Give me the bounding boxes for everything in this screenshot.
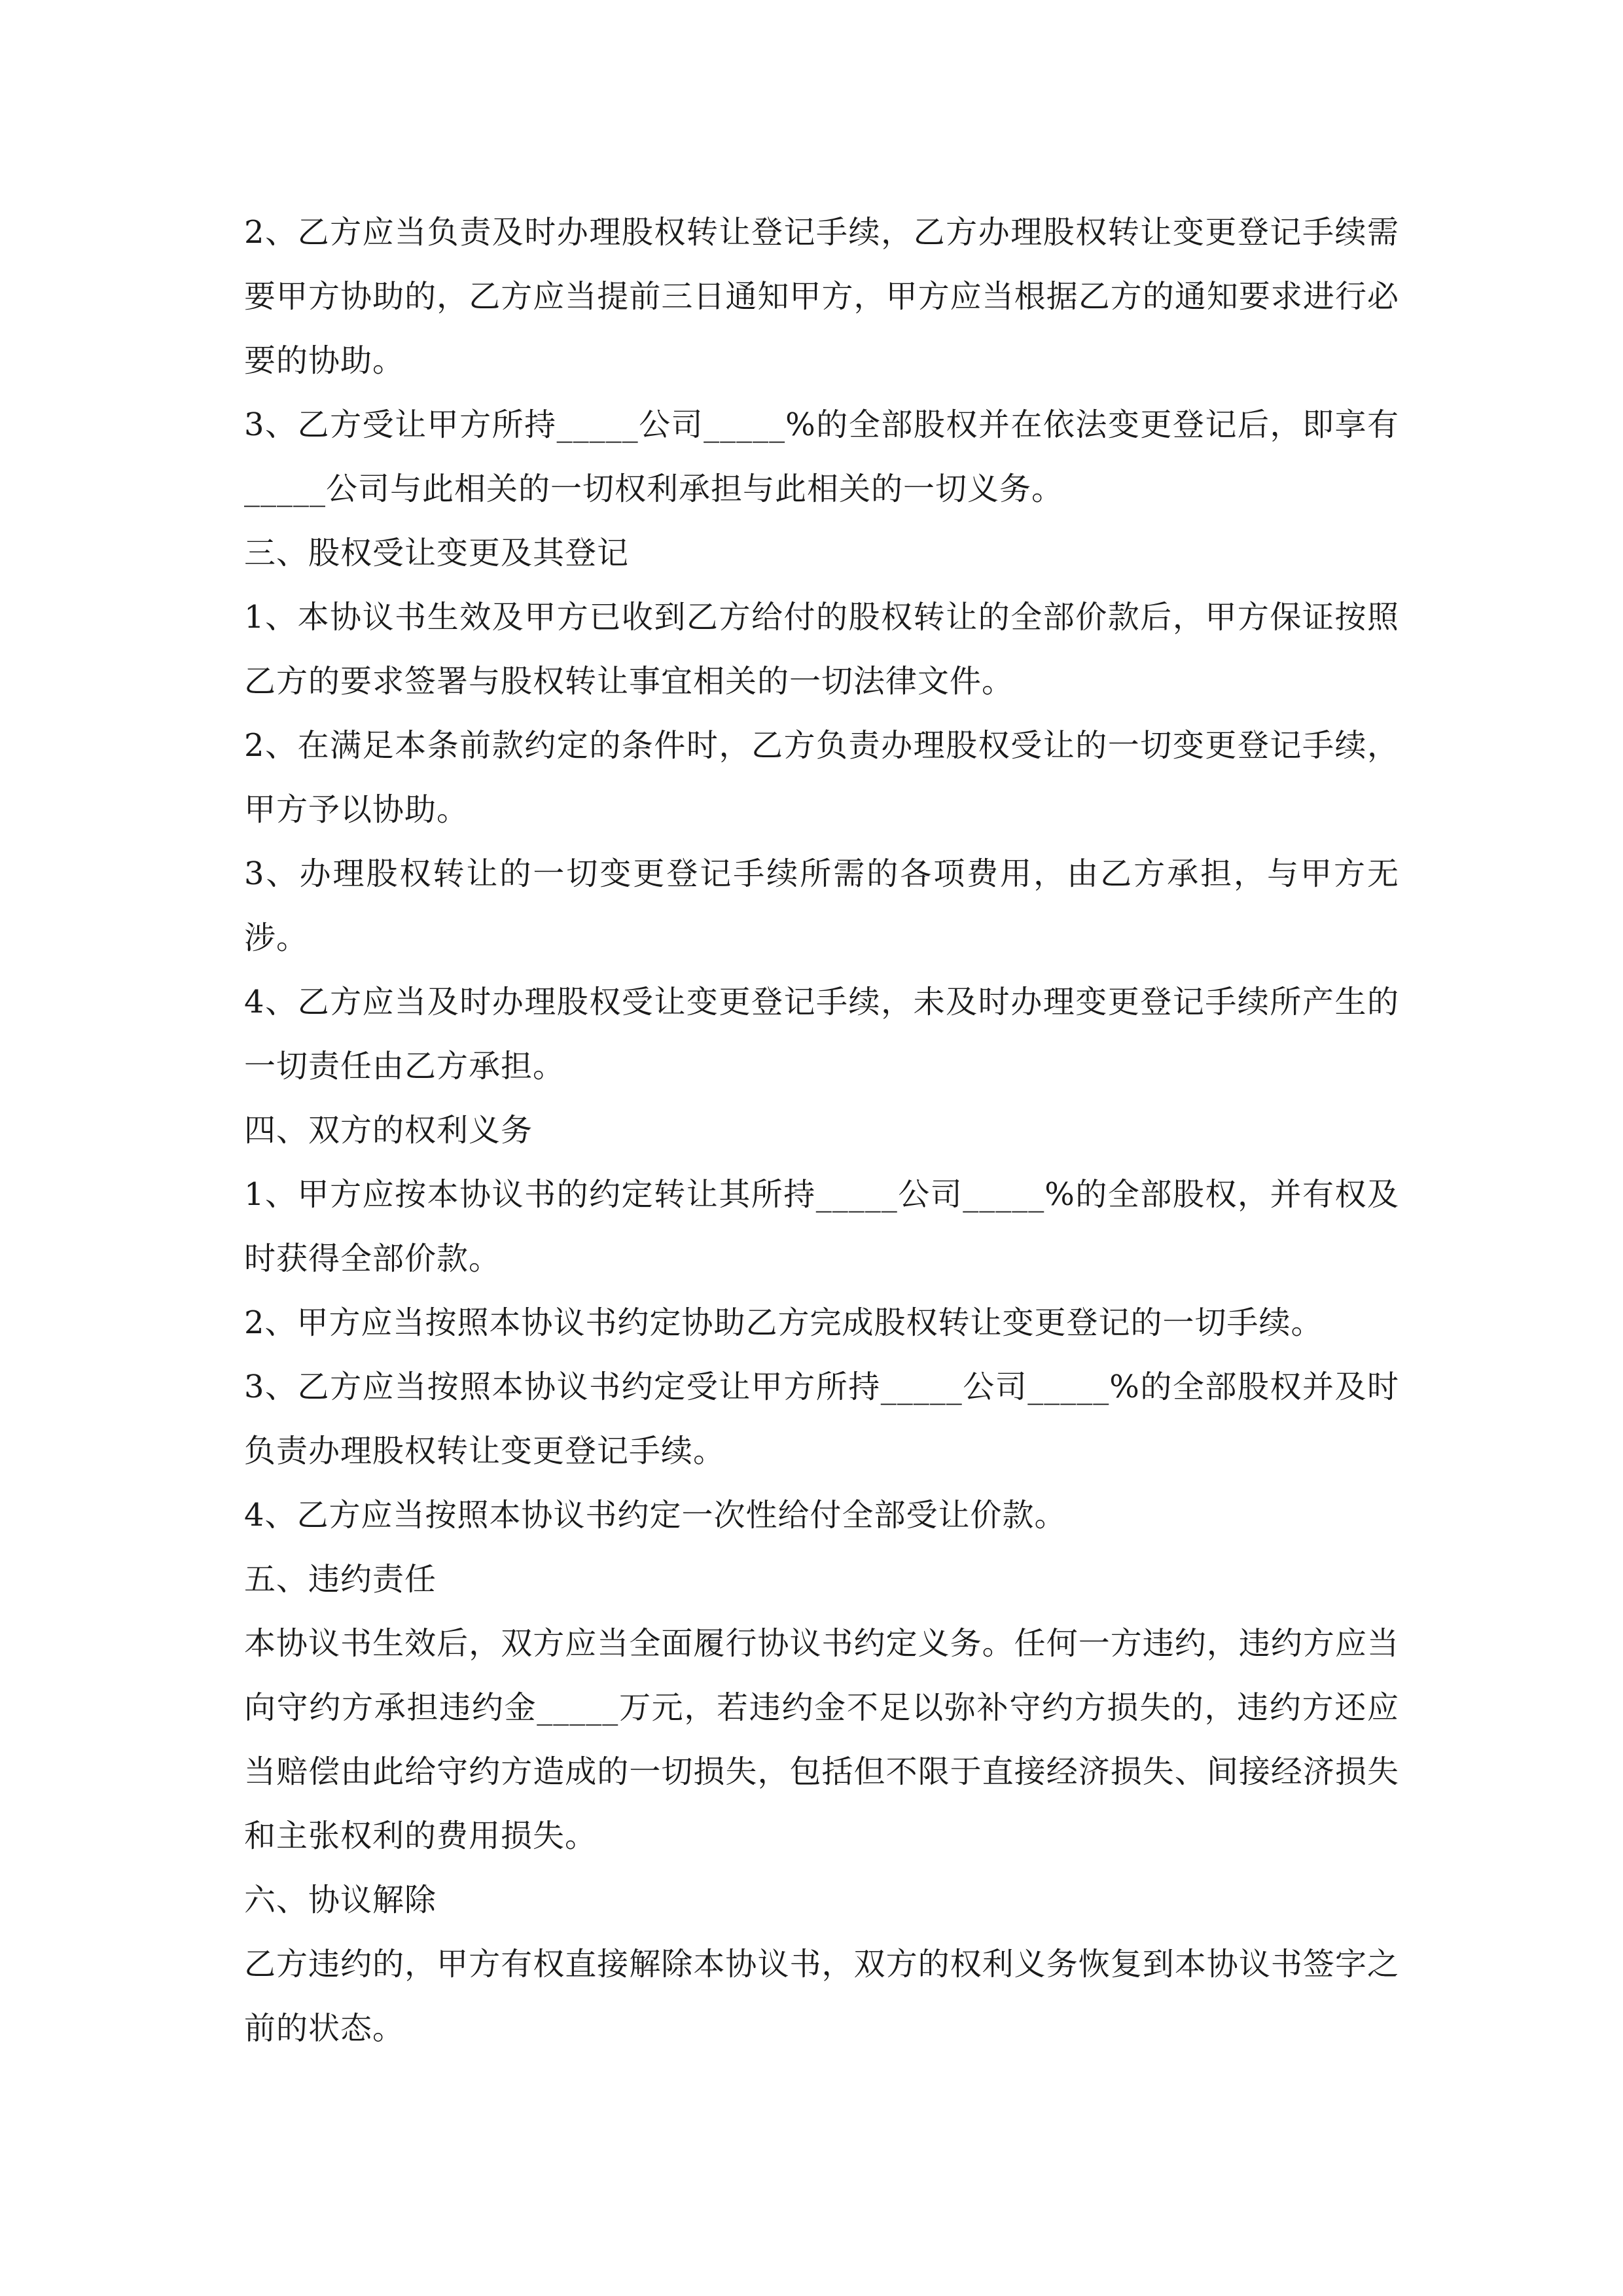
clause-para: 1、甲方应按本协议书的约定转让其所持_____公司_____%的全部股权，并有权及时获得全部价款。 [244, 1176, 1399, 1277]
clause-para: 1、本协议书生效及甲方已收到乙方给付的股权转让的全部价款后，甲方保证按照乙方的要求签署与股权转让事宜相关的一切法律文件。 [244, 599, 1399, 700]
clause-para: 本协议书生效后，双方应当全面履行协议书约定义务。任何一方违约，违约方应当向守约方承担违约金_____万元，若违约金不足以弥补守约方损失的，违约方还应当赔偿由此给守约方造成的一切损失，包括但不限于直接经济损失、间接经济损失和主张权利的费用损失。 [244, 1625, 1399, 1854]
document-body [244, 200, 1399, 2060]
clause-para: 4、乙方应当及时办理股权受让变更登记手续，未及时办理变更登记手续所产生的一切责任由乙方承担。 [244, 984, 1399, 1085]
section-heading: 四、双方的权利义务 [244, 1112, 533, 1149]
section-heading: 六、协议解除 [244, 1882, 437, 1918]
clause-para: 乙方违约的，甲方有权直接解除本协议书，双方的权利义务恢复到本协议书签字之前的状态。 [244, 1946, 1399, 2047]
clause-2-3-para: 2、乙方应当负责及时办理股权转让登记手续，乙方办理股权转让变更登记手续需要甲方协助的，乙方应当提前三日通知甲方，甲方应当根据乙方的通知要求进行必要的协助。 [244, 214, 1399, 379]
section-heading: 三、股权受让变更及其登记 [244, 535, 630, 571]
clause-para: 2、在满足本条前款约定的条件时，乙方负责办理股权受让的一切变更登记手续，甲方予以协助。 [244, 727, 1399, 828]
clause-para: 2、甲方应当按照本协议书约定协助乙方完成股权转让变更登记的一切手续。 [244, 1304, 1323, 1341]
clause-para: 3、办理股权转让的一切变更登记手续所需的各项费用，由乙方承担，与甲方无涉。 [244, 855, 1399, 956]
section-heading: 五、违约责任 [244, 1561, 437, 1598]
clause-para: 4、乙方应当按照本协议书约定一次性给付全部受让价款。 [244, 1497, 1067, 1534]
clause-2-3-para: 3、乙方受让甲方所持_____公司_____%的全部股权并在依法变更登记后，即享有_____公司与此相关的一切权利承担与此相关的一切义务。 [244, 406, 1399, 507]
clause-para: 3、乙方应当按照本协议书约定受让甲方所持_____公司_____%的全部股权并及时负责办理股权转让变更登记手续。 [244, 1369, 1399, 1469]
